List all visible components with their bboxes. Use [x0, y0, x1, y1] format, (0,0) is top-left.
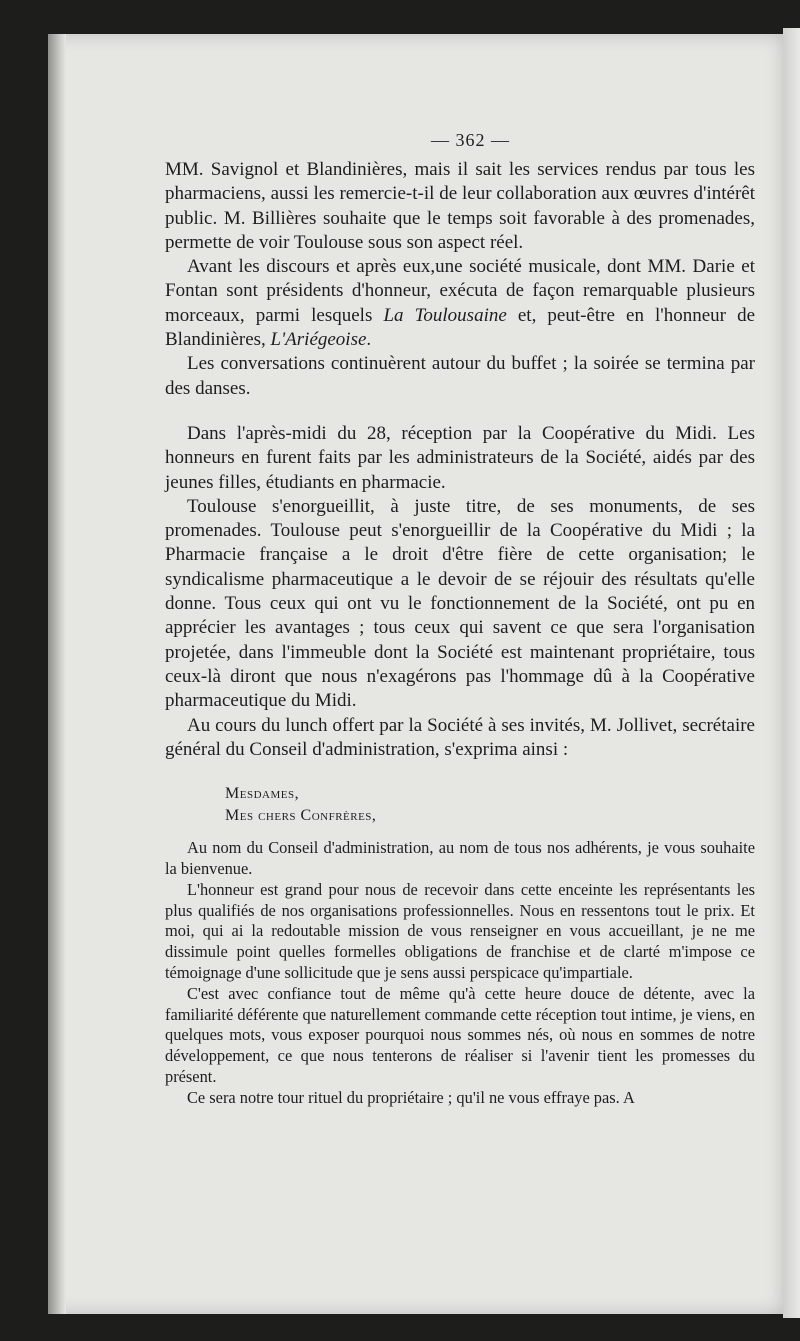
paragraph-1: MM. Savignol et Blandinières, mais il sait les services rendus par tous les pharmaciens, aussi les remercie-t-il de leur collaboration aux œuvres d'intérêt public. M. Billières souhaite que le temps soit favorable à des promenades, permette de voir Toulouse sous son aspect réel. — [165, 159, 755, 253]
speech-paragraph-2: L'honneur est grand pour nous de recevoir dans cette enceinte les représentants les plus qualifiés de nos organisations professionnelles. Nous en ressentons tout le prix. Et moi, qui ai la redoutable mission de vous renseigner en vous accueillant, je ne me dissimule point quelles formelles obligations de franchise et de clarté m'impose ce témoignage d'une sollicitude que je sens aussi perspicace qu'impartiale. — [165, 879, 755, 982]
paragraph-3: Les conversations continuèrent autour du buffet ; la soirée se termina par des danses. — [165, 353, 755, 399]
adjacent-page-edge — [783, 28, 800, 1318]
paragraph-6: Au cours du lunch offert par la Société à ses invités, M. Jollivet, secrétaire général du Conseil d'administration, s'exprima ainsi : — [165, 714, 755, 760]
paragraph-2-text-e: . — [366, 329, 372, 351]
book-gutter-shadow — [48, 34, 66, 1314]
page-number: — 362 — — [431, 130, 510, 150]
title-la-toulousaine: La Toulousaine — [383, 304, 507, 326]
book-page — [48, 34, 783, 1314]
speech-paragraph-1: Au nom du Conseil d'administration, au nom de tous nos adhérents, je vous souhaite la bienvenue. — [165, 838, 755, 878]
speech-paragraph-4: Ce sera notre tour rituel du propriétaire ; qu'il ne vous effraye pas. A — [187, 1087, 635, 1107]
speech-gap — [165, 762, 755, 783]
salutation-gap — [165, 827, 755, 838]
title-l-ariegeoise: L'Ariégeoise — [270, 329, 367, 351]
paragraph-2-text-c: et, peut-être en l'honneur de Blandinières, — [165, 304, 755, 351]
paragraph-2-text-a: Avant les discours et après eux,une société musicale, dont MM. Darie et Fontan sont présidents d'honneur, exécuta de façon remarquable plusieurs morceaux, parmi lesquels — [165, 256, 755, 326]
salutation-mesdames: Mesdames, — [225, 785, 300, 803]
paragraph-5: Toulouse s'enorgueillit, à juste titre, de ses monuments, de ses promenades. Toulouse peut s'enorgueillir de la Coopérative du Midi ; la Pharmacie française a le droit d'être fière de cette organisation; le syndicalisme pharmaceutique a le devoir de se réjouir des résultats qu'elle donne. Tous ceux qui ont vu le fonctionnement de la Société, ont pu en apprécier les avantages ; tous ceux qui savent ce que sera l'organisation projetée, dans l'immeuble dont la Société est maintenant propriétaire, tous ceux-là diront que nous n'exagérons pas l'hommage dû à la Coopérative pharmaceutique du Midi. — [165, 495, 755, 712]
paragraph-2 — [165, 255, 755, 352]
section-gap — [165, 401, 755, 422]
salutation-confreres: Mes chers Confrères, — [225, 807, 377, 825]
speech-paragraph-3: C'est avec confiance tout de même qu'à cette heure douce de détente, avec la familiarité déférente que naturellement commande cette réception tout intime, je viens, en quelques mots, vous exposer pourquoi nous sommes nés, où nous en sommes de notre développement, ce que nous tenterons de réaliser si l'avenir tient les promesses du présent. — [165, 983, 755, 1086]
page-body — [165, 158, 755, 1108]
paragraph-4: Dans l'après-midi du 28, réception par la Coopérative du Midi. Les honneurs en furent faits par les administrateurs de la Société, aidés par des jeunes filles, étudiants en pharmacie. — [165, 422, 755, 493]
